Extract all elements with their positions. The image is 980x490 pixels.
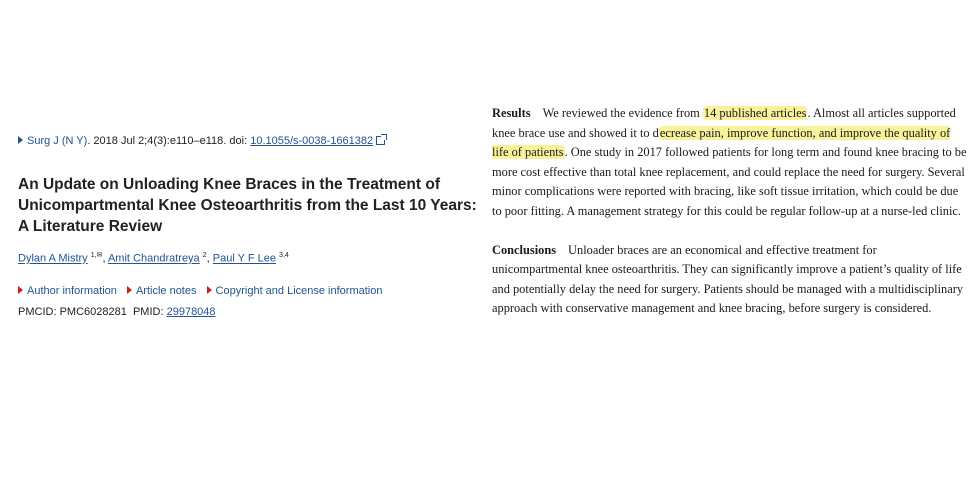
author-affiliation: 3,4 — [279, 252, 289, 259]
conclusions-text: Unloader braces are an economical and effective treatment for unicompartmental knee osteoarthritis. They can significantly improve a patient’s quality of life and potentially delay the need for surgery. Patients should be managed with a multidisciplinary approach with conservative management and knee bracing, before surgery is considered. — [492, 242, 964, 315]
conclusions-heading: Conclusions — [492, 242, 557, 257]
journal-link[interactable]: Surg J (N Y) — [27, 135, 88, 147]
expand-triangle-icon — [18, 286, 23, 294]
author-link[interactable]: Dylan A Mistry — [18, 252, 88, 265]
abstract-excerpt — [492, 104, 967, 319]
author-separator: , — [206, 252, 213, 265]
citation-line — [18, 135, 385, 147]
highlight-benefits: ecrease pain, improve function, and improve the quality of life of patients — [492, 125, 951, 159]
author-affiliation: 2 — [202, 252, 207, 259]
pmcid-label: PMCID: — [18, 306, 60, 318]
highlight-published-articles: 14 published articles — [703, 106, 807, 120]
article-notes-toggle[interactable]: Article notes — [127, 285, 197, 297]
pmid-label: PMID: — [132, 306, 167, 318]
article-title: An Update on Unloading Knee Braces in the Treatment of Unicompartmental Knee Osteoarthritis from the Last 10 Years: A Literature Review — [18, 176, 477, 235]
conclusions-paragraph — [492, 241, 967, 319]
author-information-toggle[interactable]: Author information — [18, 285, 117, 297]
author-affiliation: 1,✉ — [90, 252, 103, 259]
info-links — [18, 285, 389, 297]
results-heading: Results — [492, 106, 531, 120]
author-list — [18, 251, 289, 265]
expand-triangle-icon — [207, 286, 212, 294]
expand-triangle-icon[interactable] — [18, 136, 23, 144]
results-text: . One study in 2017 followed patients for long term and found knee bracing to be more cost effective than total knee replacement, and could replace the need for surgery. Several minor complications were reported with bracing, like soft tissue irritation, which could be due to poor fitting. A management strategy for this could be regular follow-up at a nurse-led clinic. — [492, 145, 967, 218]
results-text: We reviewed the evidence from — [542, 106, 703, 120]
copyright-license-toggle[interactable]: Copyright and License information — [207, 285, 383, 297]
pmid-link[interactable]: 29978048 — [166, 306, 216, 318]
author-link[interactable]: Paul Y F Lee — [212, 252, 276, 265]
citation-details: . 2018 Jul 2;4(3):e110–e118. doi: — [87, 135, 251, 147]
doi-link[interactable]: 10.1055/s-0038-1661382 — [250, 135, 374, 147]
author-link[interactable]: Amit Chandratreya — [107, 252, 200, 265]
pmcid-value: PMC6028281 — [59, 306, 127, 318]
article-ids — [18, 306, 216, 318]
author-separator: , — [102, 252, 108, 265]
expand-triangle-icon — [127, 286, 132, 294]
results-text: . Almost all articles supported knee brace use and showed it to d — [492, 106, 956, 140]
external-link-icon[interactable] — [376, 136, 385, 145]
results-paragraph — [492, 104, 967, 221]
